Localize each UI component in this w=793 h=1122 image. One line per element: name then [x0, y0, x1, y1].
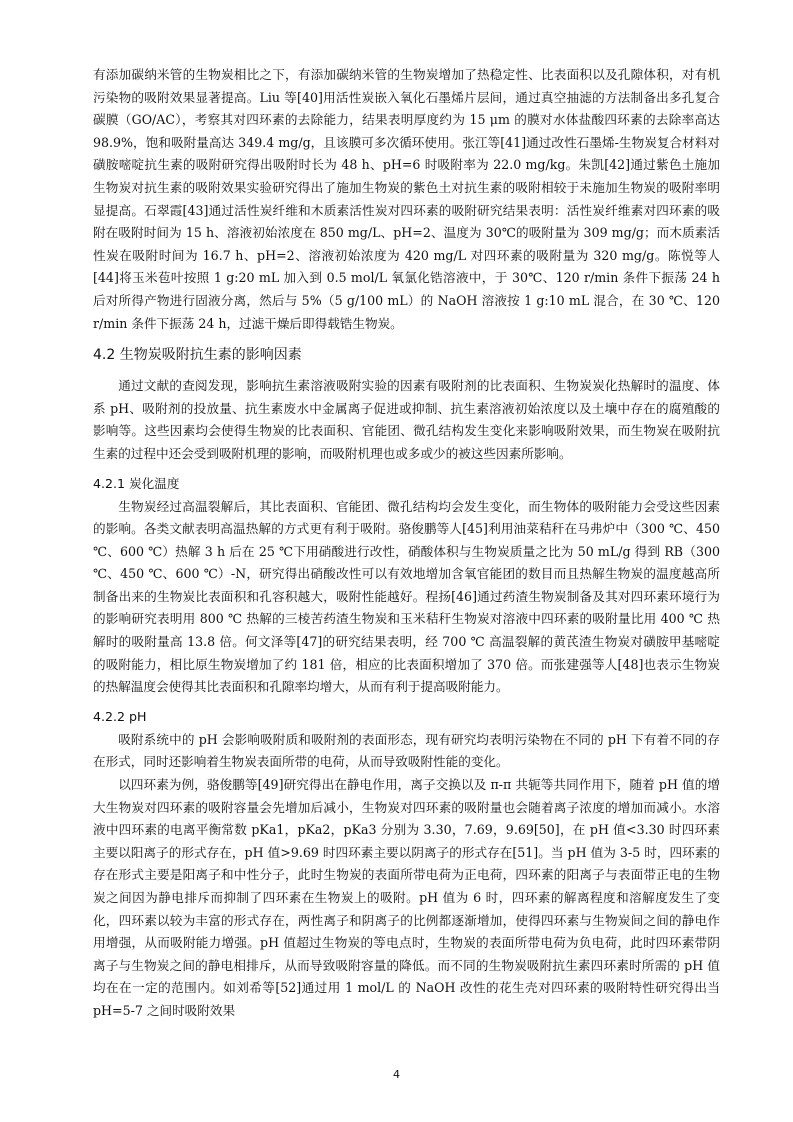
page-content [93, 64, 720, 1023]
section-heading-4-2: 4.2 生物炭吸附抗生素的影响因素 [93, 347, 302, 364]
paragraph-ph-intro: 吸附系统中的 pH 会影响吸附质和吸附剂的表面形态，现有研究均表明污染物在不同的 pH 下有着不同的存在形式，同时还影响着生物炭表面所带的电荷，从而导致吸附性能的变化。 [93, 731, 720, 770]
subsection-heading-4-2-2: 4.2.2 pH [93, 708, 147, 724]
page-number: 4 [393, 1068, 400, 1081]
paragraph-ph-tetracycline: 以四环素为例，骆俊鹏等[49]研究得出在静电作用，离子交换以及 π-π 共轭等共同作用下，随着 pH 值的增大生物炭对四环素的吸附容量会先增加后减小，生物炭对四环素的吸附量也会随着离子浓度的增加而减小。水溶液中四环素的电离平衡常数 pKa1，pKa2，pKa3 分别为 3.30，7.69，9.69[50]，在 pH 值<3.30 时四环素主要以阳离子的形式存在，pH 值>9.69 时四环素主要以阴离子的形式存在[51]。当 pH 值为 3-5 时，四环素的存在形式主要是阳离子和中性分子，此时生物炭的表面所带电荷为正电荷，四环素的阳离子与表面带正电的生物炭之间因为静电排斥而抑制了四环素在生物炭上的吸附。pH 值为 6 时，四环素的解离程度和溶解度发生了变化，四环素以较为丰富的形式存在，两性离子和阴离子的比例都逐渐增加，使得四环素与生物炭间之间的静电作用增强，从而吸附能力增强。pH 值超过生物炭的等电点时，生物炭的表面所带电荷为负电荷，此时四环素带阴离子与生物炭之间的静电相排斥，从而导致吸附容量的降低。而不同的生物炭吸附抗生素四环素时所需的 pH 值均在在一定的范围内。如刘希等[52]通过用 1 mol/L 的 NaOH 改性的花生壳对四环素的吸附特性研究得出当 pH=5-7 之间时吸附效果 [93, 777, 720, 1018]
subsection-heading-4-2-1: 4.2.1 炭化温度 [93, 475, 180, 491]
paragraph-influencing-factors: 通过文献的查阅发现，影响抗生素溶液吸附实验的因素有吸附剂的比表面积、生物炭炭化热解时的温度、体系 pH、吸附剂的投放量、抗生素废水中金属离子促进或抑制、抗生素溶液初始浓度以及土壤中存在的腐殖酸的影响等。这些因素均会使得生物炭的比表面积、官能团、微孔结构发生变化来影响吸附效果，而生物炭在吸附抗生素的过程中还会受到吸附机理的影响，而吸附机理也或多或少的被这些因素所影响。 [93, 378, 720, 461]
paragraph-carbonization-temperature: 生物炭经过高温裂解后，其比表面积、官能团、微孔结构均会发生变化，而生物体的吸附能力会受这些因素的影响。各类文献表明高温热解的方式更有利于吸附。骆俊鹏等人[45]利用油菜秸秆在马弗炉中（300 ℃、450 ℃、600 ℃）热解 3 h 后在 25 ℃下用硝酸进行改性，硝酸体积与生物炭质量之比为 50 mL/g 得到 RB（300 ℃、450 ℃、600 ℃）-N，研究得出硝酸改性可以有效地增加含氧官能团的数目而且热解生物炭的温度越高所制备出来的生物炭比表面积和孔容积越大，吸附性能越好。程扬[46]通过药渣生物炭制备及其对四环素环境行为的影响研究表明用 800 ℃ 热解的三棱苦药渣生物炭和玉米秸秆生物炭对溶液中四环素的吸附量比用 400 ℃ 热解时的吸附量高 13.8 倍。何文泽等[47]的研究结果表明，经 700 ℃ 高温裂解的黄芪渣生物炭对磺胺甲基嘧啶的吸附能力，相比原生物炭增加了约 181 倍，相应的比表面积增加了 370 倍。而张建强等人[48]也表示生物炭的热解温度会使得其比表面积和孔隙率均增大，从而有利于提高吸附能力。 [93, 498, 720, 695]
paragraph-adsorption-studies: 有添加碳纳米管的生物炭相比之下，有添加碳纳米管的生物炭增加了热稳定性、比表面积以及孔隙体积，对有机污染物的吸附效果显著提高。Liu 等[40]用活性炭嵌入氧化石墨烯片层间，通过真空抽滤的方法制备出多孔复合碳膜（GO/AC），考察其对四环素的去除能力，结果表明厚度约为 15 μm 的膜对水体盐酸四环素的去除率高达 98.9%，饱和吸附量高达 349.4 mg/g，且该膜可多次循环使用。张江等[41]通过改性石墨烯-生物炭复合材料对磺胺嘧啶抗生素的吸附研究得出吸附时长为 48 h、pH=6 时吸附率为 22.0 mg/kg。朱凯[42]通过紫色土施加生物炭对抗生素的吸附效果实验研究得出了施加生物炭的紫色土对抗生素的吸附相较于未施加生物炭的吸附率明显提高。石翠霞[43]通过活性炭纤维和木质素活性炭对四环素的吸附研究结果表明：活性炭纤维素对四环素的吸附在吸附时间为 15 h、溶液初始浓度在 850 mg/L、pH=2、温度为 30℃的吸附量为 309 mg/g；而木质素活性炭在吸附时间为 16.7 h、pH=2、溶液初始浓度为 420 mg/L 对四环素的吸附量为 320 mg/g。陈悦等人[44]将玉米苞叶按照 1 g:20 mL 加入到 0.5 mol/L 氧氯化锆溶液中，于 30℃、120 r/min 条件下振荡 24 h 后对所得产物进行固液分离，然后与 5%（5 g/100 mL）的 NaOH 溶液按 1 g:10 mL 混合，在 30 ℃、120 r/min 条件下振荡 24 h，过滤干燥后即得载锆生物炭。 [93, 67, 720, 331]
